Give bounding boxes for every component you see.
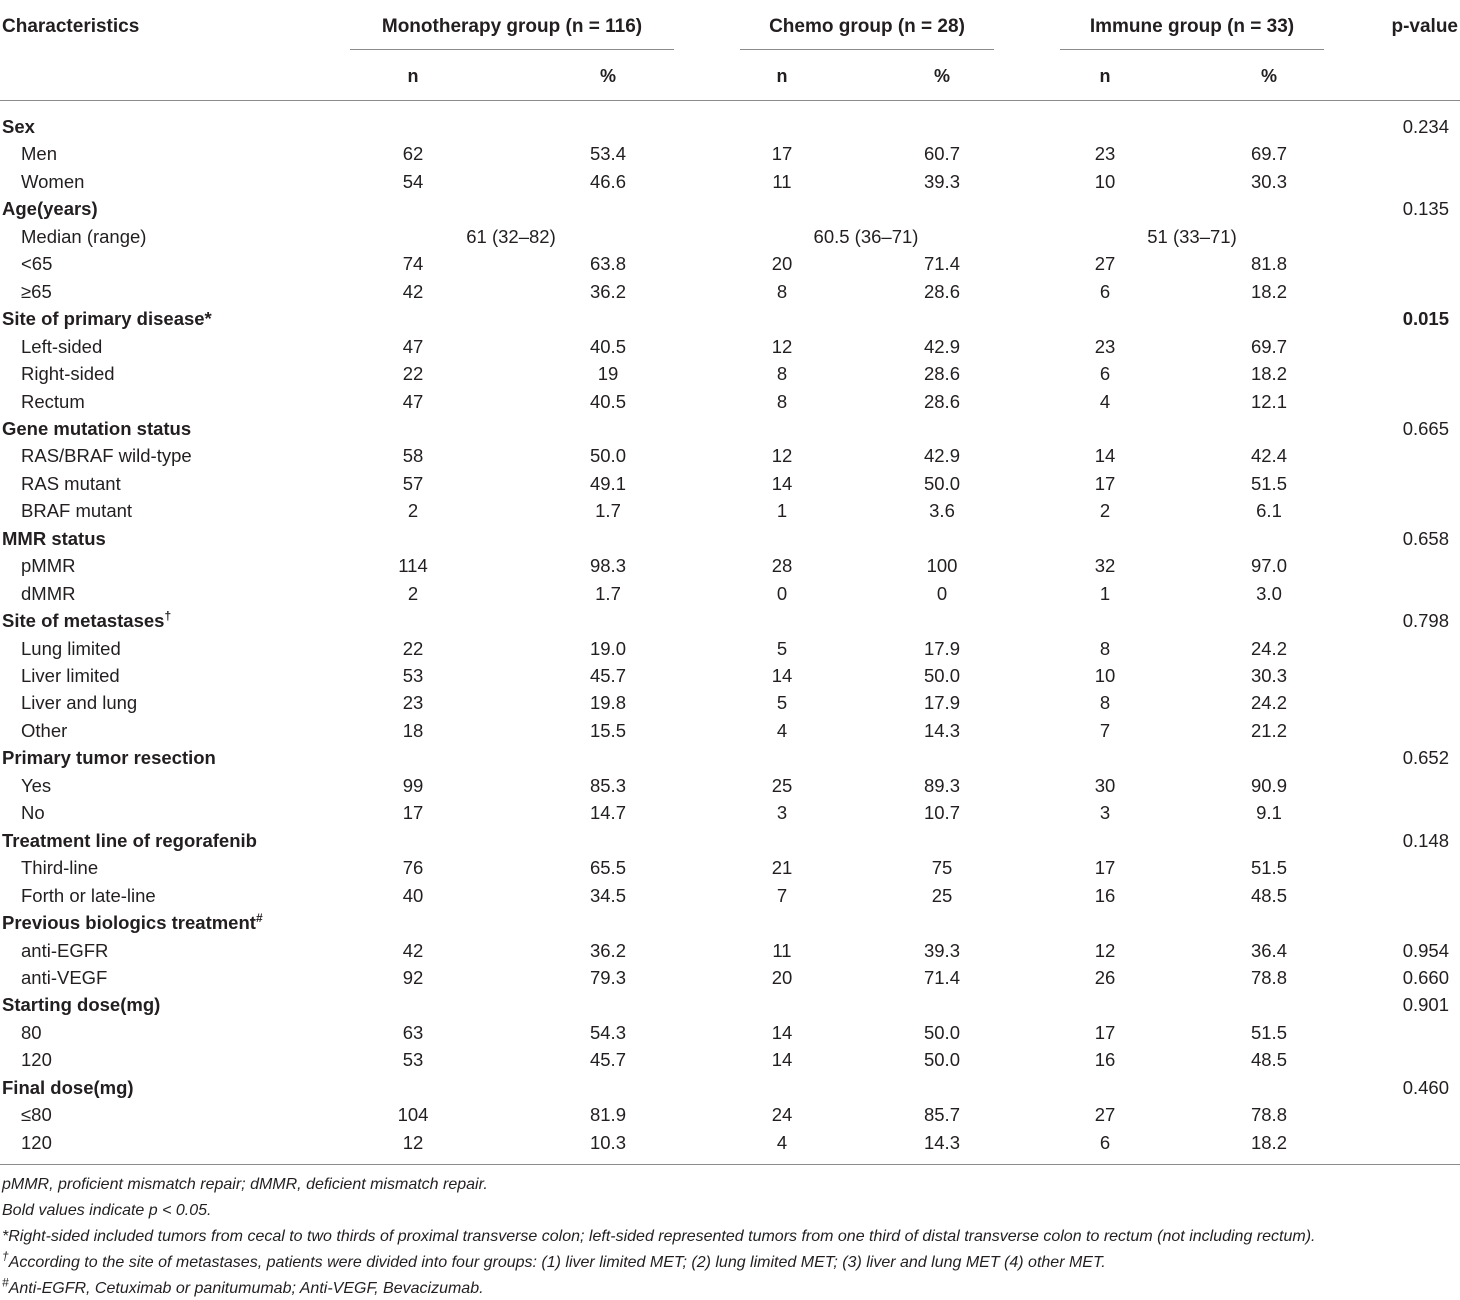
cell-percent: 89.3 [923,775,960,796]
cell-median-range: 61 (32–82) [466,226,556,247]
cell-n: 3 [776,802,788,823]
cell-median-range: 51 (33–71) [1147,226,1237,247]
cell-percent: 85.3 [589,775,626,796]
cell-n: 47 [402,336,424,357]
footnote [2,1249,1106,1272]
cell-percent: 71.4 [923,967,960,988]
cell-percent: 53.4 [589,143,626,164]
cell-n: 14 [771,1049,793,1070]
subheader-percent: % [933,66,950,86]
cell-percent: 79.3 [589,967,626,988]
cell-n: 23 [402,692,424,713]
cell-percent: 21.2 [1250,720,1287,741]
cell-percent: 17.9 [923,638,960,659]
cell-n: 104 [397,1104,429,1125]
row-label: Men [21,143,57,164]
row-label: No [21,802,45,823]
cell-percent: 63.8 [589,253,626,274]
cell-percent: 50.0 [589,445,626,466]
group-underline-immune [1060,49,1324,50]
cell-n: 2 [1099,500,1111,521]
cell-percent: 28.6 [923,363,960,384]
table-bottom-rule [0,1164,1460,1165]
cell-percent: 97.0 [1250,555,1287,576]
group-underline-chemo [740,49,994,50]
row-label: Liver limited [21,665,120,686]
cell-n: 7 [1099,720,1111,741]
cell-percent: 30.3 [1250,665,1287,686]
cell-n: 53 [402,1049,424,1070]
cell-n: 17 [1094,473,1116,494]
cell-n: 30 [1094,775,1116,796]
cell-percent: 65.5 [589,857,626,878]
row-label: ≥65 [21,281,52,302]
cell-n: 53 [402,665,424,686]
row-label: Forth or late-line [21,885,156,906]
cell-p-value: 0.660 [1402,967,1449,988]
header-p-value: p-value [1391,16,1458,37]
subheader-percent: % [599,66,616,86]
cell-n: 74 [402,253,424,274]
cell-percent: 10.3 [589,1132,626,1153]
subheader-n: n [1099,66,1111,86]
cell-n: 21 [771,857,793,878]
row-label: Rectum [21,391,85,412]
cell-n: 4 [1099,391,1111,412]
cell-n: 16 [1094,885,1116,906]
cell-percent: 3.0 [1256,583,1282,604]
cell-percent: 19 [597,363,619,384]
cell-percent: 14.3 [923,1132,960,1153]
row-label: Women [21,171,85,192]
row-label: ≤80 [21,1104,52,1125]
header-characteristics: Characteristics [2,16,140,37]
cell-n: 14 [1094,445,1116,466]
cell-n: 12 [771,445,793,466]
cell-p-value: 0.148 [1402,830,1449,851]
cell-p-value: 0.901 [1402,994,1449,1015]
row-label: Median (range) [21,226,147,247]
cell-percent: 24.2 [1250,638,1287,659]
footnote-text: According to the site of metastases, patients were divided into four groups: (1) liver limited MET; (2) lung limited MET; (3) liver and lung MET (4) other MET. [8,1254,1106,1271]
cell-n: 17 [771,143,793,164]
cell-n: 22 [402,363,424,384]
cell-percent: 51.5 [1250,1022,1287,1043]
row-label: anti-VEGF [21,967,108,988]
cell-n: 8 [776,391,788,412]
cell-n: 26 [1094,967,1116,988]
category-label: MMR status [2,528,106,549]
cell-percent: 85.7 [923,1104,960,1125]
cell-percent: 49.1 [589,473,626,494]
cell-n: 10 [1094,665,1116,686]
cell-percent: 69.7 [1250,336,1287,357]
cell-percent: 9.1 [1256,802,1282,823]
cell-n: 0 [776,583,788,604]
cell-n: 20 [771,967,793,988]
category-label: Previous biologics treatment# [2,910,263,933]
row-label: RAS mutant [21,473,121,494]
cell-p-value: 0.954 [1402,940,1449,961]
row-label: Third-line [21,857,99,878]
cell-percent: 60.7 [923,143,960,164]
subheader-n: n [407,66,419,86]
cell-p-value: 0.234 [1402,116,1449,137]
footnote-text: *Right-sided included tumors from cecal to two thirds of proximal transverse colon; left-sided represented tumors from one third of distal transverse colon to rectum (not including rectum). [2,1228,1316,1245]
group-underline-mono [350,49,674,50]
cell-percent: 0 [936,583,948,604]
row-label: <65 [21,253,53,274]
cell-percent: 50.0 [923,1049,960,1070]
cell-n: 16 [1094,1049,1116,1070]
cell-n: 22 [402,638,424,659]
cell-percent: 18.2 [1250,363,1287,384]
cell-n: 20 [771,253,793,274]
cell-n: 8 [1099,692,1111,713]
footnote [2,1228,1315,1246]
category-label: Final dose(mg) [2,1077,134,1098]
header-chemo-group: Chemo group (n = 28) [769,16,965,37]
cell-percent: 98.3 [589,555,626,576]
cell-percent: 81.9 [589,1104,626,1125]
cell-n: 42 [402,940,424,961]
cell-percent: 12.1 [1250,391,1287,412]
cell-n: 17 [402,802,424,823]
cell-percent: 45.7 [589,665,626,686]
cell-n: 92 [402,967,424,988]
cell-p-value: 0.015 [1402,308,1449,329]
row-label: Right-sided [21,363,115,384]
cell-percent: 78.8 [1250,967,1287,988]
row-label: 120 [21,1132,52,1153]
cell-percent: 50.0 [923,1022,960,1043]
footnote [2,1176,488,1194]
cell-n: 14 [771,665,793,686]
cell-percent: 90.9 [1250,775,1287,796]
row-label: BRAF mutant [21,500,133,521]
footnote [2,1275,484,1298]
cell-n: 17 [1094,857,1116,878]
cell-percent: 50.0 [923,665,960,686]
cell-percent: 71.4 [923,253,960,274]
row-label: 120 [21,1049,52,1070]
cell-n: 4 [776,1132,788,1153]
cell-n: 12 [771,336,793,357]
cell-n: 25 [771,775,793,796]
cell-p-value: 0.135 [1402,198,1449,219]
cell-percent: 51.5 [1250,473,1287,494]
cell-percent: 42.9 [923,336,960,357]
cell-n: 76 [402,857,424,878]
footnote-marker: † [164,608,172,623]
cell-p-value: 0.658 [1402,528,1449,549]
footnote-text: Bold values indicate p < 0.05. [2,1202,212,1219]
subheader-n: n [776,66,788,86]
header-monotherapy-group: Monotherapy group (n = 116) [381,16,643,37]
cell-n: 8 [1099,638,1111,659]
cell-percent: 36.2 [589,281,626,302]
cell-percent: 1.7 [595,583,621,604]
category-label: Site of primary disease* [2,308,212,329]
cell-n: 17 [1094,1022,1116,1043]
cell-n: 1 [776,500,788,521]
cell-percent: 28.6 [923,391,960,412]
cell-n: 14 [771,1022,793,1043]
cell-percent: 78.8 [1250,1104,1287,1125]
cell-p-value: 0.665 [1402,418,1449,439]
footnote-text: pMMR, proficient mismatch repair; dMMR, deficient mismatch repair. [2,1176,488,1193]
category-label: Treatment line of regorafenib [2,830,257,851]
row-label: Left-sided [21,336,103,357]
cell-percent: 3.6 [929,500,955,521]
row-label: pMMR [21,555,76,576]
cell-percent: 18.2 [1250,1132,1287,1153]
cell-n: 12 [402,1132,424,1153]
row-label: Liver and lung [21,692,138,713]
category-label: Primary tumor resection [2,747,216,768]
cell-n: 7 [776,885,788,906]
cell-percent: 48.5 [1250,885,1287,906]
cell-n: 23 [1094,336,1116,357]
header-bottom-rule [0,100,1460,101]
category-label: Site of metastases† [2,608,172,631]
cell-percent: 54.3 [589,1022,626,1043]
row-label: Lung limited [21,638,121,659]
cell-p-value: 0.798 [1402,610,1449,631]
cell-percent: 42.9 [923,445,960,466]
cell-n: 5 [776,692,788,713]
cell-n: 27 [1094,1104,1116,1125]
cell-percent: 30.3 [1250,171,1287,192]
cell-percent: 18.2 [1250,281,1287,302]
cell-n: 57 [402,473,424,494]
cell-n: 47 [402,391,424,412]
cell-percent: 39.3 [923,171,960,192]
cell-n: 24 [771,1104,793,1125]
cell-percent: 69.7 [1250,143,1287,164]
cell-n: 99 [402,775,424,796]
cell-percent: 25 [931,885,953,906]
cell-percent: 40.5 [589,391,626,412]
cell-n: 23 [1094,143,1116,164]
cell-percent: 42.4 [1250,445,1287,466]
cell-n: 42 [402,281,424,302]
header-immune-group: Immune group (n = 33) [1089,16,1295,37]
cell-n: 8 [776,363,788,384]
row-label: RAS/BRAF wild-type [21,445,192,466]
row-label: anti-EGFR [21,940,109,961]
cell-n: 8 [776,281,788,302]
cell-n: 11 [772,940,792,961]
cell-percent: 24.2 [1250,692,1287,713]
cell-percent: 50.0 [923,473,960,494]
footnote-text: Anti-EGFR, Cetuximab or panitumumab; Anti-VEGF, Bevacizumab. [8,1280,484,1297]
cell-percent: 45.7 [589,1049,626,1070]
cell-n: 62 [402,143,424,164]
footnote [2,1202,211,1220]
row-label: Yes [21,775,52,796]
cell-p-value: 0.652 [1402,747,1449,768]
cell-percent: 48.5 [1250,1049,1287,1070]
cell-n: 6 [1099,363,1111,384]
cell-n: 54 [402,171,424,192]
cell-n: 11 [772,171,792,192]
category-label: Gene mutation status [2,418,192,439]
cell-n: 6 [1099,281,1111,302]
cell-percent: 28.6 [923,281,960,302]
cell-n: 63 [402,1022,424,1043]
cell-median-range: 60.5 (36–71) [813,226,919,247]
cell-percent: 40.5 [589,336,626,357]
cell-n: 32 [1094,555,1116,576]
cell-percent: 100 [926,555,958,576]
cell-n: 12 [1094,940,1116,961]
cell-percent: 15.5 [589,720,626,741]
cell-n: 40 [402,885,424,906]
subheader-percent: % [1260,66,1277,86]
category-label: Sex [2,116,35,137]
cell-n: 6 [1099,1132,1111,1153]
cell-percent: 36.4 [1250,940,1287,961]
cell-percent: 19.8 [589,692,626,713]
cell-n: 1 [1099,583,1111,604]
cell-n: 2 [407,583,419,604]
cell-n: 27 [1094,253,1116,274]
cell-percent: 6.1 [1256,500,1282,521]
footnote-marker: † [2,1249,9,1264]
cell-p-value: 0.460 [1402,1077,1449,1098]
row-label: 80 [21,1022,42,1043]
cell-percent: 34.5 [589,885,626,906]
cell-n: 3 [1099,802,1111,823]
footnote-marker: # [2,1275,9,1290]
cell-n: 4 [776,720,788,741]
cell-percent: 46.6 [589,171,626,192]
cell-percent: 36.2 [589,940,626,961]
cell-n: 5 [776,638,788,659]
cell-percent: 75 [931,857,953,878]
cell-percent: 39.3 [923,940,960,961]
category-label: Age(years) [2,198,98,219]
cell-percent: 14.7 [589,802,626,823]
cell-n: 28 [771,555,793,576]
cell-percent: 19.0 [589,638,626,659]
category-label: Starting dose(mg) [2,994,161,1015]
cell-percent: 51.5 [1250,857,1287,878]
cell-percent: 81.8 [1250,253,1287,274]
footnote-marker: # [255,910,263,925]
cell-percent: 1.7 [595,500,621,521]
cell-percent: 10.7 [923,802,960,823]
cell-n: 10 [1094,171,1116,192]
cell-n: 58 [402,445,424,466]
row-label: Other [21,720,68,741]
cell-n: 14 [771,473,793,494]
cell-n: 18 [402,720,424,741]
row-label: dMMR [21,583,76,604]
cell-n: 2 [407,500,419,521]
cell-percent: 17.9 [923,692,960,713]
cell-n: 114 [398,555,428,576]
cell-percent: 14.3 [923,720,960,741]
